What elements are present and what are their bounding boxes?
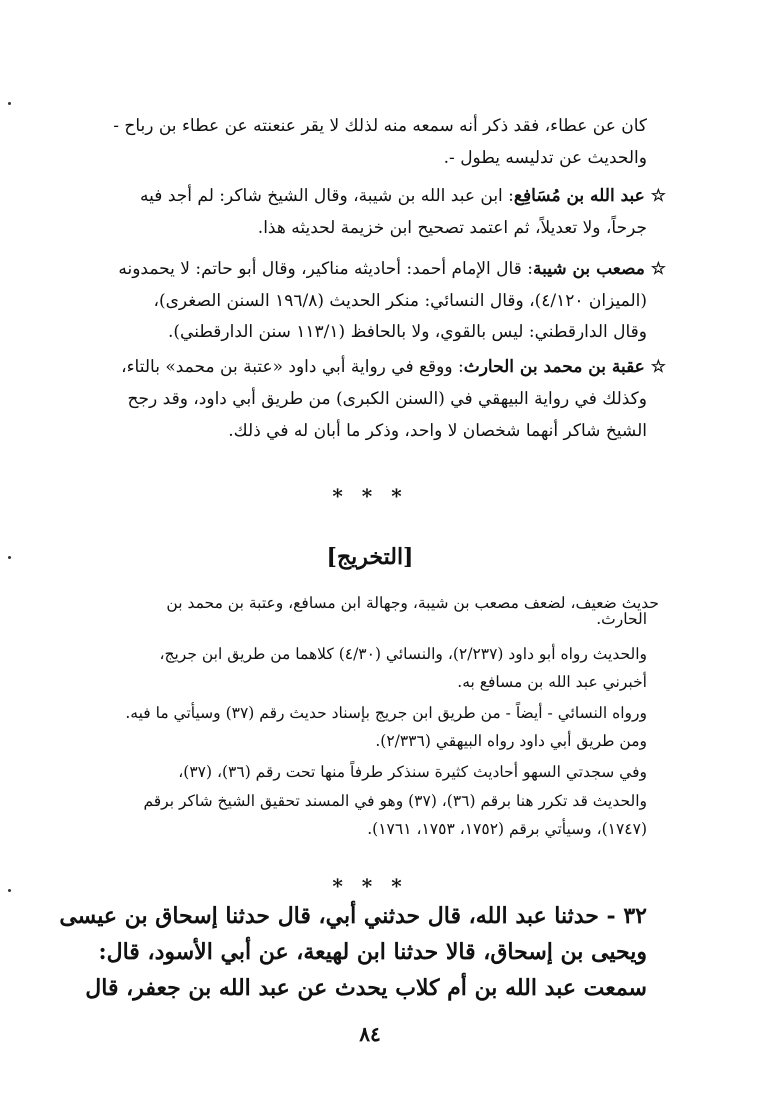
star-icon: ☆ xyxy=(644,357,666,377)
section-separator: * * * xyxy=(332,874,408,898)
intro-line: والحديث عن تدليسه يطول -. xyxy=(443,148,647,168)
takhrij-line: (١٧٤٧)، وسيأتي برقم (١٧٥٢، ١٧٥٣، ١٧٦١). xyxy=(367,820,647,838)
hadith-line: ٣٢ - حدثنا عبد الله، قال حدثني أبي، قال حدثنا إسحاق بن عيسى xyxy=(59,903,647,929)
note-line: وقال الدارقطني: ليس بالقوي، ولا بالحافظ (١١٣/١ سنن الدارقطني). xyxy=(167,322,647,342)
takhrij-line: وفي سجدتي السهو أحاديث كثيرة سنذكر طرفاً منها تحت رقم (٣٦)، (٣٧)، xyxy=(178,763,647,781)
note-line: ☆ مصعب بن شيبة: قال الإمام أحمد: أحاديثه مناكير، وقال أبو حاتم: لا يحمدونه xyxy=(118,259,666,279)
star-icon: ☆ xyxy=(644,259,666,279)
note-line: الشيخ شاكر أنهما شخصان لا واحد، وذكر ما أبان له في ذلك. xyxy=(228,421,647,441)
note-line: (الميزان ٤/١٢٠)، وقال النسائي: منكر الحديث (١٩٦/٨ السنن الصغرى)، xyxy=(153,291,647,311)
takhrij-line: والحديث رواه أبو داود (٢/٢٣٧)، والنسائي (٤/٣٠) كلاهما من طريق ابن جريج، xyxy=(159,645,647,663)
hadith-line: سمعت عبد الله بن أم كلاب يحدث عن عبد الله بن جعفر، قال xyxy=(85,975,647,1001)
takhrij-line: الحارث. xyxy=(596,610,647,628)
narrator-name: مصعب بن شيبة xyxy=(532,259,645,279)
section-separator: * * * xyxy=(332,484,408,508)
takhrij-line: ومن طريق أبي داود رواه البيهقي (٢/٣٣٦). xyxy=(375,732,647,750)
takhrij-line: والحديث قد تكرر هنا برقم (٣٦)، (٣٧) وهو في المسند تحقيق الشيخ شاكر برقم xyxy=(143,792,647,810)
note-line: وكذلك في رواية البيهقي في (السنن الكبرى) من طريق أبي داود، وقد رجح xyxy=(127,389,647,409)
hadith-line: ويحيى بن إسحاق، قالا حدثنا ابن لهيعة، عن أبي الأسود، قال: xyxy=(98,939,647,965)
note-line: ☆ عقبة بن محمد بن الحارث: ووقع في رواية أبي داود «عتبة بن محمد» بالتاء، xyxy=(121,357,666,377)
takhrij-line: أخبرني عبد الله بن مسافع به. xyxy=(457,673,647,691)
takhrij-line: ورواه النسائي - أيضاً - من طريق ابن جريج بإسناد حديث رقم (٣٧) وسيأتي ما فيه. xyxy=(125,704,647,722)
star-icon: ☆ xyxy=(644,186,666,206)
narrator-name: عقبة بن محمد بن الحارث xyxy=(463,357,645,377)
narrator-name: عبد الله بن مُسَافِع xyxy=(513,186,645,206)
takhrij-heading: [التخريج] xyxy=(326,544,414,570)
takhrij-line: حديث ضعيف، لضعف مصعب بن شيبة، وجهالة ابن مسافع، وعتبة بن محمد بن xyxy=(166,594,659,612)
note-line: ☆ عبد الله بن مُسَافِع: ابن عبد الله بن شيبة، وقال الشيخ شاكر: لم أجد فيه xyxy=(140,186,666,206)
scan-speck xyxy=(8,102,11,105)
note-line: جرحاً، ولا تعديلاً، ثم اعتمد تصحيح ابن خزيمة لحديثه هذا. xyxy=(257,218,647,238)
page-number: ٨٤ xyxy=(359,1022,381,1046)
intro-line: كان عن عطاء، فقد ذكر أنه سمعه منه لذلك لا يقر عنعنته عن عطاء بن رباح - xyxy=(113,116,647,136)
